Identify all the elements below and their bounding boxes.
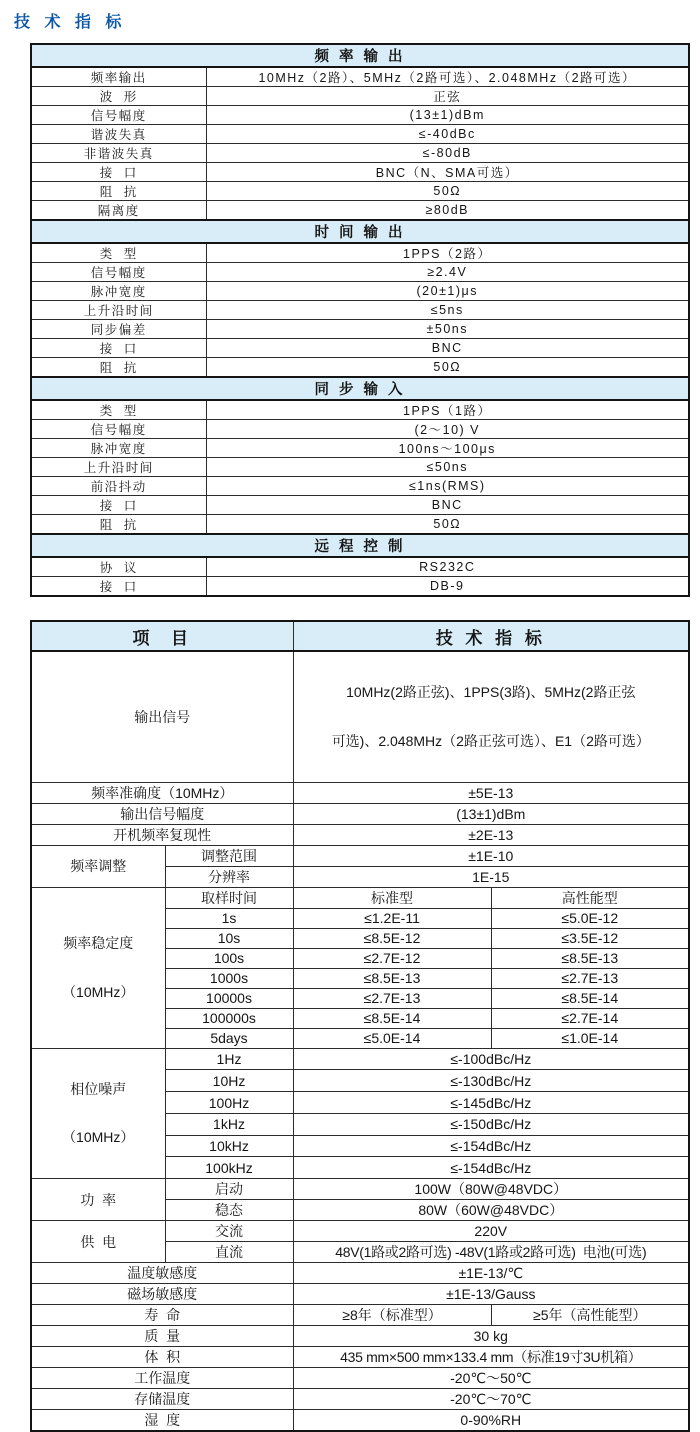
section-frequency-output (31, 44, 689, 220)
section-time-output (31, 220, 689, 377)
section-title: 同 步 输 入 (31, 377, 689, 400)
spec-value: ≤1.0E-14 (491, 1028, 689, 1048)
spec-label: 脉冲宽度 (31, 282, 206, 301)
spec-value: ≤8.5E-13 (293, 968, 491, 988)
spec-label: 频率准确度（10MHz） (31, 782, 293, 803)
spec-value: ≥80dB (206, 201, 689, 221)
section-remote-control (31, 534, 689, 596)
stability-col-header: 标准型 (293, 887, 491, 908)
spec-value: ≤-130dBc/Hz (293, 1070, 689, 1092)
spec-value-high-performance: ≥5年（高性能型） (491, 1305, 689, 1326)
spec-label: 信号幅度 (31, 106, 206, 125)
spec-value: 50Ω (206, 515, 689, 535)
spec-sublabel: 1Hz (165, 1048, 293, 1070)
spec-sublabel: 10kHz (165, 1135, 293, 1157)
spec-label: 接 口 (31, 163, 206, 182)
group-label-phase-noise (31, 1048, 165, 1179)
spec-row (31, 67, 689, 87)
spec-value: (2～10) V (206, 420, 689, 439)
section-title: 时 间 输 出 (31, 220, 689, 243)
group-label-line1: 频率稳定度 (63, 934, 134, 951)
spec-label: 输出信号 (31, 651, 293, 782)
spec-label: 协 议 (31, 557, 206, 577)
spec-row (31, 439, 689, 458)
spec-sublabel: 10s (165, 928, 293, 948)
spec-row (31, 557, 689, 577)
spec-value: 0-90%RH (293, 1410, 689, 1432)
spec-row (31, 263, 689, 282)
spec-value: ≤3.5E-12 (491, 928, 689, 948)
spec-value: 30 kg (293, 1326, 689, 1347)
spec-row (31, 320, 689, 339)
spec-row (31, 496, 689, 515)
section-title: 远 程 控 制 (31, 534, 689, 557)
spec-label: 接 口 (31, 339, 206, 358)
spec-value: 100ns～100μs (206, 439, 689, 458)
spec-sublabel: 分辨率 (165, 866, 293, 887)
spec-label: 湿 度 (31, 1410, 293, 1432)
spec-label: 阻 抗 (31, 358, 206, 378)
spec-label: 接 口 (31, 577, 206, 597)
spec-label: 信号幅度 (31, 420, 206, 439)
spec-label: 类 型 (31, 400, 206, 420)
group-label-supply: 供 电 (31, 1221, 165, 1263)
spec-label: 温度敏感度 (31, 1263, 293, 1284)
spec-sublabel: 稳态 (165, 1200, 293, 1221)
spec-sublabel: 1s (165, 908, 293, 928)
spec-value: ≤5ns (206, 301, 689, 320)
spec-value: ≤-100dBc/Hz (293, 1048, 689, 1070)
spec-value: (13±1)dBm (293, 803, 689, 824)
spec-value: ±2E-13 (293, 824, 689, 845)
spec-sublabel: 100000s (165, 1008, 293, 1028)
page-title: 技 术 指 标 (14, 14, 127, 31)
spec-value: ≤8.5E-12 (293, 928, 491, 948)
spec-sublabel: 100Hz (165, 1092, 293, 1114)
spec-value: RS232C (206, 557, 689, 577)
spec-row (31, 458, 689, 477)
spec-value: 1E-15 (293, 866, 689, 887)
spec-row (31, 1048, 689, 1070)
spec-sublabel: 5days (165, 1028, 293, 1048)
spec-row (31, 845, 689, 866)
spec-row (31, 163, 689, 182)
spec-row (31, 515, 689, 535)
spec-row (31, 782, 689, 803)
spec-value: ≤8.5E-14 (491, 988, 689, 1008)
spec-label: 磁场敏感度 (31, 1284, 293, 1305)
section-sync-input (31, 377, 689, 534)
spec-value: ≤8.5E-13 (491, 948, 689, 968)
spec-row (31, 87, 689, 106)
stability-col-header: 高性能型 (491, 887, 689, 908)
spec-row (31, 651, 689, 782)
spec-value: (13±1)dBm (206, 106, 689, 125)
spec-label: 上升沿时间 (31, 301, 206, 320)
technical-indicators-table (30, 620, 690, 1432)
spec-value: ≤2.7E-13 (293, 988, 491, 1008)
spec-row (31, 243, 689, 263)
spec-value: ≤1.2E-11 (293, 908, 491, 928)
spec-row (31, 1221, 689, 1242)
section-title: 频 率 输 出 (31, 44, 689, 67)
spec-value: 100W（80W@48VDC） (293, 1179, 689, 1200)
spec-value: 48V(1路或2路可选) -48V(1路或2路可选) 电池(可选) (293, 1242, 689, 1263)
spec-label: 脉冲宽度 (31, 439, 206, 458)
spec-value: 220V (293, 1221, 689, 1242)
section-header-row (31, 377, 689, 400)
spec-label: 开机频率复现性 (31, 824, 293, 845)
spec-value: ≥2.4V (206, 263, 689, 282)
spec-label: 非谐波失真 (31, 144, 206, 163)
spec-row (31, 1179, 689, 1200)
spec-label: 寿 命 (31, 1305, 293, 1326)
spec-value: ≤-145dBc/Hz (293, 1092, 689, 1114)
spec-row (31, 201, 689, 221)
spec-sublabel: 100s (165, 948, 293, 968)
spec-value: 1PPS（2路） (206, 243, 689, 263)
spec-value: ≤-154dBc/Hz (293, 1135, 689, 1157)
spec-label: 信号幅度 (31, 263, 206, 282)
spec-sublabel: 调整范围 (165, 845, 293, 866)
spec-label: 上升沿时间 (31, 458, 206, 477)
spec-value: ≤2.7E-13 (491, 968, 689, 988)
spec-label: 隔离度 (31, 201, 206, 221)
spec-row (31, 1389, 689, 1410)
spec-label: 阻 抗 (31, 182, 206, 201)
spec-value: DB-9 (206, 577, 689, 597)
spec-value: BNC (206, 339, 689, 358)
spec-value: 1PPS（1路） (206, 400, 689, 420)
spec-value: -20℃～50℃ (293, 1368, 689, 1389)
spec-row (31, 400, 689, 420)
spec-value: ≤1ns(RMS) (206, 477, 689, 496)
t2-body (31, 621, 689, 1431)
spec-value: ≤5.0E-12 (491, 908, 689, 928)
spec-value: 50Ω (206, 358, 689, 378)
spec-value: ±50ns (206, 320, 689, 339)
spec-row (31, 1326, 689, 1347)
spec-value: ≤-154dBc/Hz (293, 1157, 689, 1179)
spec-row (31, 477, 689, 496)
spec-value: ≤50ns (206, 458, 689, 477)
spec-sublabel: 1kHz (165, 1113, 293, 1135)
spec-label: 质 量 (31, 1326, 293, 1347)
spec-value: ≤-40dBc (206, 125, 689, 144)
spec-value: 80W（60W@48VDC） (293, 1200, 689, 1221)
spec-sublabel: 10000s (165, 988, 293, 1008)
group-label-line2: （10MHz） (62, 1129, 135, 1146)
spec-row (31, 282, 689, 301)
spec-value: BNC (206, 496, 689, 515)
spec-value: ≤2.7E-14 (491, 1008, 689, 1028)
spec-row (31, 1347, 689, 1368)
spec-label: 存储温度 (31, 1389, 293, 1410)
spec-label: 波 形 (31, 87, 206, 106)
spec-value-standard: ≥8年（标准型） (293, 1305, 491, 1326)
group-label-line1: 相位噪声 (70, 1080, 127, 1097)
spec-value: ≤-80dB (206, 144, 689, 163)
spec-row (31, 803, 689, 824)
spec-value: 10MHz（2路）、5MHz（2路可选）、2.048MHz（2路可选） (206, 67, 689, 87)
stability-col-header: 取样时间 (165, 887, 293, 908)
interface-specs-table (30, 43, 690, 597)
spec-value: ±5E-13 (293, 782, 689, 803)
group-label-freq-adjust: 频率调整 (31, 845, 165, 887)
spec-value: ±1E-10 (293, 845, 689, 866)
spec-value: 正弦 (206, 87, 689, 106)
spec-value: 50Ω (206, 182, 689, 201)
group-label-line2: （10MHz） (62, 983, 135, 1000)
spec-row (31, 125, 689, 144)
spec-value: ±1E-13/℃ (293, 1263, 689, 1284)
spec-value: -20℃～70℃ (293, 1389, 689, 1410)
spec-sublabel: 交流 (165, 1221, 293, 1242)
spec-value: ≤8.5E-14 (293, 1008, 491, 1028)
spec-label: 阻 抗 (31, 515, 206, 535)
spec-row (31, 1305, 689, 1326)
spec-row (31, 106, 689, 125)
spec-label: 类 型 (31, 243, 206, 263)
spec-row (31, 824, 689, 845)
spec-row (31, 420, 689, 439)
spec-row (31, 577, 689, 597)
spec-row (31, 1410, 689, 1432)
spec-label: 体 积 (31, 1347, 293, 1368)
spec-value-line1: 10MHz(2路正弦)、1PPS(3路)、5MHz(2路正弦 (346, 684, 636, 700)
spec-label: 频率输出 (31, 67, 206, 87)
spec-value: (20±1)μs (206, 282, 689, 301)
spec-value: ≤-150dBc/Hz (293, 1113, 689, 1135)
spec-row (31, 182, 689, 201)
spec-sublabel: 10Hz (165, 1070, 293, 1092)
spec-value: 435 mm×500 mm×133.4 mm（标准19寸3U机箱） (293, 1347, 689, 1368)
spec-value: BNC（N、SMA可选） (206, 163, 689, 182)
spec-row (31, 301, 689, 320)
spec-sublabel: 直流 (165, 1242, 293, 1263)
spec-row (31, 887, 689, 908)
section-header-row (31, 534, 689, 557)
t2-header-item: 项 目 (31, 621, 293, 651)
group-label-stability (31, 887, 165, 1048)
spec-row (31, 1284, 689, 1305)
spec-value: ≤5.0E-14 (293, 1028, 491, 1048)
spec-label: 接 口 (31, 496, 206, 515)
section-header-row (31, 44, 689, 67)
spec-value: ±1E-13/Gauss (293, 1284, 689, 1305)
spec-label: 输出信号幅度 (31, 803, 293, 824)
group-label-power: 功 率 (31, 1179, 165, 1221)
spec-row (31, 1263, 689, 1284)
spec-row (31, 339, 689, 358)
spec-row (31, 1368, 689, 1389)
t2-header-row (31, 621, 689, 651)
spec-label: 工作温度 (31, 1368, 293, 1389)
spec-value (293, 651, 689, 782)
spec-sublabel: 1000s (165, 968, 293, 988)
spec-label: 同步偏差 (31, 320, 206, 339)
t2-header-spec: 技 术 指 标 (293, 621, 689, 651)
spec-value-line2: 可选)、2.048MHz（2路正弦可选）、E1（2路可选） (331, 732, 650, 749)
spec-label: 谐波失真 (31, 125, 206, 144)
section-header-row (31, 220, 689, 243)
spec-row (31, 144, 689, 163)
spec-sublabel: 100kHz (165, 1157, 293, 1179)
spec-label: 前沿抖动 (31, 477, 206, 496)
spec-row (31, 358, 689, 378)
spec-sublabel: 启动 (165, 1179, 293, 1200)
spec-value: ≤2.7E-12 (293, 948, 491, 968)
